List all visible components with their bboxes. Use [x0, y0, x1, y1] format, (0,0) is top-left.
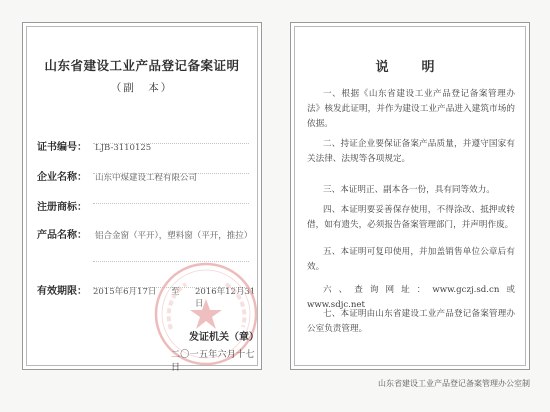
certificate-panel — [22, 22, 262, 373]
validity-to: 2016年12月31日 — [195, 287, 256, 309]
certificate-title: 山东省建设工业产品登记备案证明 — [44, 58, 240, 73]
explanation-item-1: 一、根据《山东省建设工业产品登记备案管理办法》核发此证明，并作为建设工业产品进入建筑市场的依据。 — [307, 89, 515, 129]
cert-number-value: LJB-3110125 — [95, 143, 152, 153]
product-label: 产品名称： — [37, 230, 87, 241]
certificate-subtitle: （副 本） — [110, 82, 174, 94]
validity-from: 2015年6月17日 — [93, 287, 157, 297]
explanation-item-5: 五、本证明可复印使用，并加盖销售单位公章后有效。 — [307, 247, 515, 272]
issue-date: 二〇一五年六月十七日 — [171, 350, 255, 373]
validity-to-word: 至 — [171, 287, 180, 297]
cert-number-label: 证书编号： — [37, 142, 87, 153]
footer-note: 山东省建设工业产品登记备案管理办公室制 — [378, 379, 530, 388]
brand-underline — [93, 203, 249, 204]
explanation-item-3: 三、本证明正、副本各一份，具有同等效力。 — [323, 185, 495, 195]
issuer: 发证机关（章） — [189, 332, 259, 343]
explanation-item-4: 四、本证明要妥善保存使用，不得涂改、抵押或转借，如有遗失，必须报告备案管理部门，并声明作废。 — [307, 205, 515, 230]
company-value: 山东中煤建设工程有限公司 — [95, 173, 198, 183]
explanation-title: 说 明 — [375, 60, 445, 75]
brand-label: 注册商标： — [37, 202, 87, 213]
product-value: 铝合金窗（平开），塑料窗（平开，推拉） — [95, 231, 253, 241]
explanation-item-7: 七、本证明由山东省建设工业产品登记备案管理办公室负责管理。 — [307, 309, 515, 334]
validity-label: 有效期限： — [37, 286, 87, 297]
explanation-item-2: 二、持证企业要保证备案产品质量，并遵守国家有关法律、法规等各项规定。 — [307, 139, 515, 164]
explanation-panel — [290, 22, 530, 370]
explanation-item-6: 六、查询网址：www.gczj.sd.cn或www.sdjc.net — [307, 285, 515, 310]
company-label: 企业名称： — [37, 172, 87, 183]
product-row — [37, 229, 253, 259]
company-underline — [93, 173, 249, 174]
cert-number-underline — [93, 143, 249, 144]
